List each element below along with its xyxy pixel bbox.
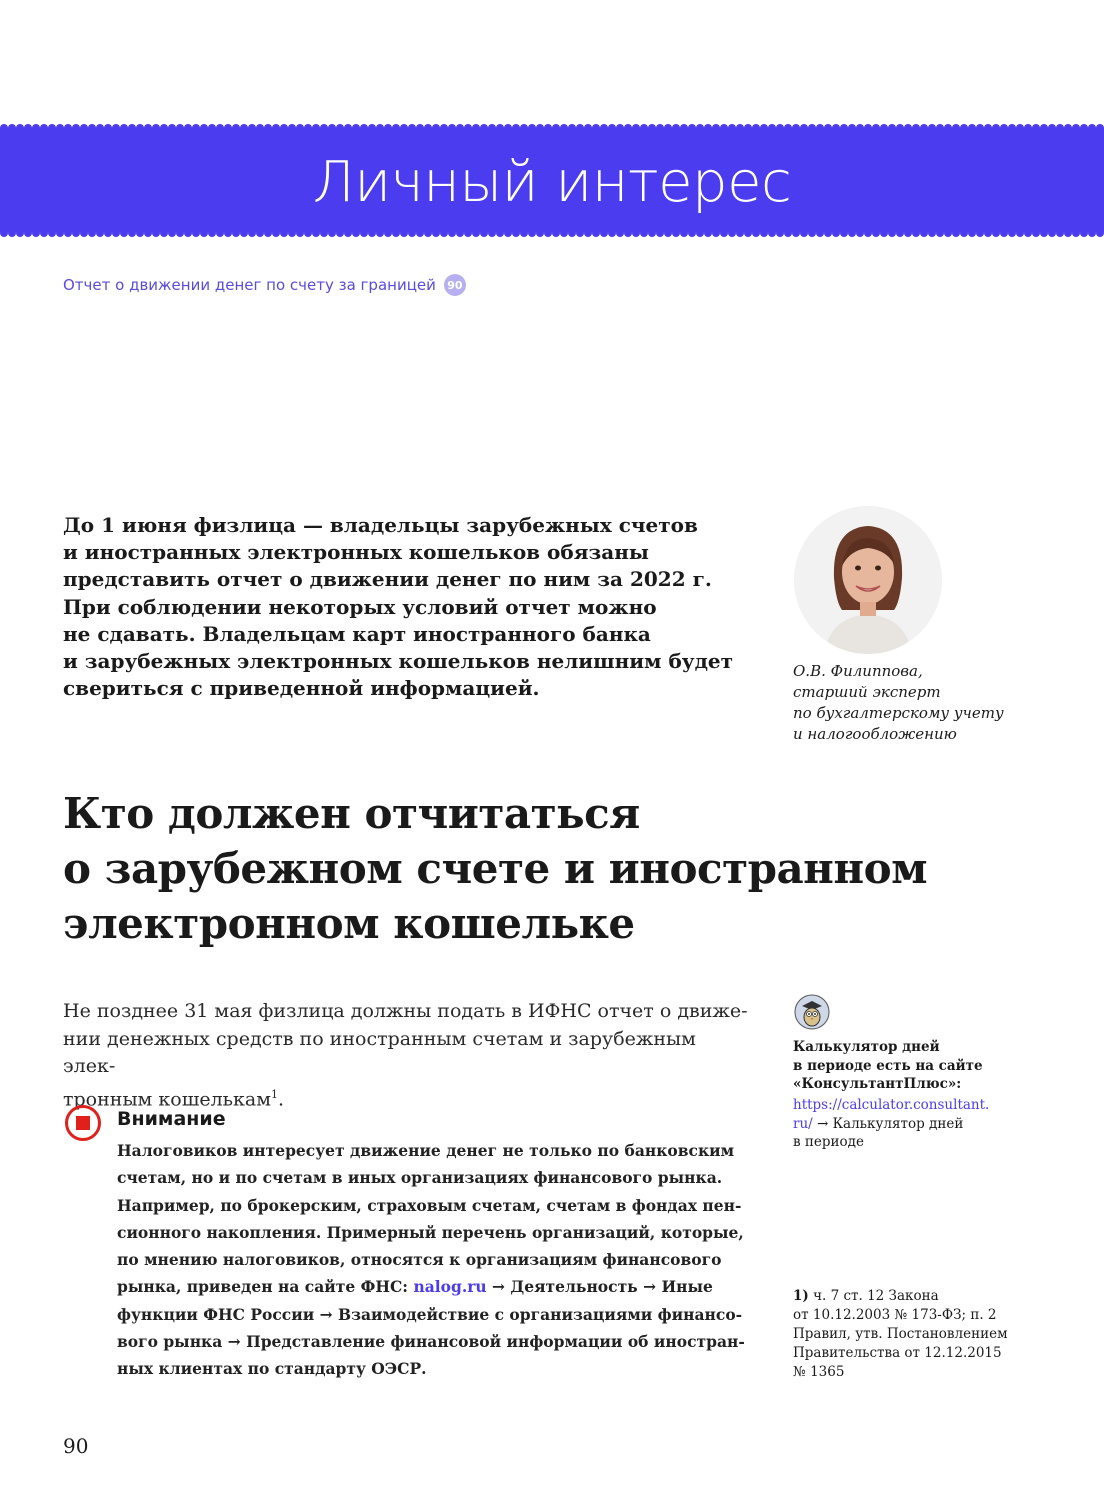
calculator-path-end: в периоде [793, 1134, 864, 1150]
warning-line: сионного накопления. Примерный перечень организаций, которые, [117, 1222, 744, 1242]
article-paragraph-end: . [278, 1087, 285, 1110]
warning-stop-icon [64, 1104, 102, 1142]
warning-line: по мнению налоговиков, относятся к организациям финансового [117, 1250, 722, 1270]
calculator-url-line1[interactable]: https://calculator.consultant. [793, 1097, 990, 1113]
warning-line: Налоговиков интересует движение денег не только по банковским [117, 1141, 735, 1160]
warning-line: ных клиентах по стандарту ОЭСР. [117, 1359, 427, 1379]
article-paragraph [63, 998, 753, 1113]
section-title: Личный интерес [312, 150, 792, 215]
nalog-link[interactable]: nalog.ru [413, 1277, 487, 1297]
breadcrumb[interactable] [63, 273, 466, 297]
banner-scalloped-bottom-edge [0, 229, 1104, 237]
footnote-text: ч. 7 ст. 12 Закона от 10.12.2003 № 173-ФЗ; п. 2 Правил, утв. Постановлением Правительства от 12.12.2015 № 1365 [793, 1288, 1008, 1380]
page-badge: 90 [444, 274, 466, 296]
page-number: 90 [63, 1434, 89, 1458]
lead-paragraph: До 1 июня физлица — владельцы зарубежных счетов и иностранных электронных кошельков обязаны представить отчет о движении денег по ним за 2022 г. При соблюдении некоторых условий отчет можно не сдавать. Владельцам карт иностранного банка и зарубежных электронных кошельков нелишним будет свериться с приведенной информацией. [63, 513, 734, 701]
author-caption: О.В. Филиппова, старший эксперт по бухгалтерскому учету и налогообложению [793, 662, 1004, 743]
article-heading: Кто должен отчитаться о зарубежном счете и иностранном электронном кошельке [63, 789, 928, 948]
warning-line-start: рынка, приведен на сайте ФНС: [117, 1277, 414, 1297]
article-paragraph-text: Не позднее 31 мая физлица должны подать в ИФНС отчет о движе- нии денежных средств по иностранным счетам и зарубежным элек- тронным кошелькам [63, 1000, 748, 1110]
breadcrumb-text: Отчет о движении денег по счету за границей [63, 276, 436, 294]
sidebar-title: Калькулятор дней в периоде есть на сайте «КонсультантПлюс»: [793, 1039, 983, 1092]
calculator-path: → Калькулятор дней [812, 1115, 964, 1132]
footnote-reference[interactable]: 1 [271, 1087, 278, 1101]
sidebar-link-block [793, 1096, 1053, 1152]
warning-line: счетам, но и по счетам в иных организациях финансового рынка. [117, 1168, 723, 1188]
consultant-owl-icon [794, 994, 830, 1030]
footnote [793, 1287, 1053, 1382]
warning-line: вого рынка → Представление финансовой информации об иностран- [117, 1332, 745, 1352]
calculator-url-line2[interactable]: ru/ [793, 1115, 813, 1132]
warning-title: Внимание [117, 1108, 226, 1130]
warning-line: Например, по брокерским, страховым счетам, счетам в фондах пен- [117, 1195, 742, 1215]
footnote-number: 1) [793, 1288, 809, 1304]
banner-scalloped-top-edge [0, 124, 1104, 132]
warning-line: функции ФНС России → Взаимодействие с организациями финансо- [117, 1304, 743, 1324]
warning-line-end: → Деятельность → Иные [486, 1277, 713, 1297]
warning-body [117, 1137, 757, 1383]
warning-line [117, 1273, 757, 1300]
author-photo [794, 506, 942, 654]
